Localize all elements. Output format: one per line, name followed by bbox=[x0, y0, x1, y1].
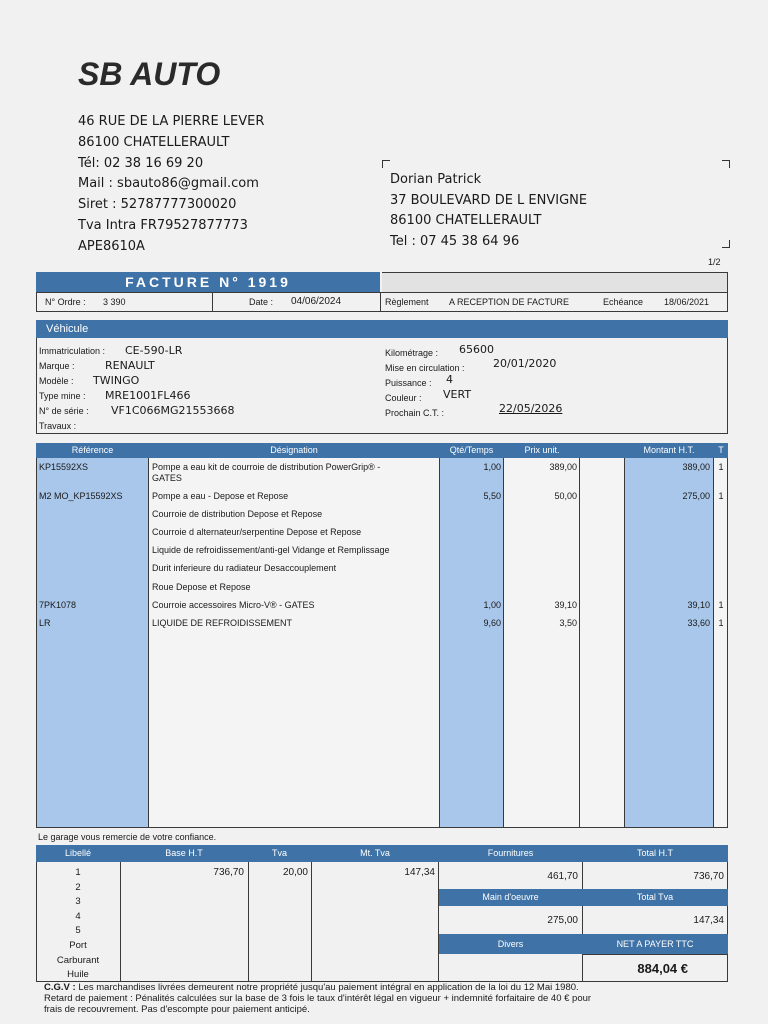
vat-line-label: 4 bbox=[75, 910, 81, 922]
order-number-label: N° Ordre : bbox=[45, 297, 86, 307]
table-row-designation: Courroie accessoires Micro-V® - GATES bbox=[152, 600, 315, 610]
vat-line-label: 5 bbox=[75, 925, 81, 937]
model-label: Modèle : bbox=[39, 376, 74, 386]
table-row-unit-price: 39,10 bbox=[554, 600, 577, 610]
misc-label: Divers bbox=[439, 934, 582, 954]
due-date: 18/06/2021 bbox=[664, 297, 710, 307]
table-row-tax-code: 1 bbox=[718, 491, 724, 501]
table-row-designation: Pompe a eau kit de courroie de distribution PowerGrip® - bbox=[152, 462, 381, 472]
table-row-amount: 275,00 bbox=[682, 491, 710, 501]
table-row-quantity: 9,60 bbox=[483, 618, 501, 628]
company-email: Mail : sbauto86@gmail.com bbox=[78, 176, 259, 192]
summary-header-base: Base H.T bbox=[120, 845, 248, 862]
mileage-label: Kilométrage : bbox=[385, 348, 439, 358]
table-row-tax-code: 1 bbox=[718, 600, 724, 610]
payment-terms: A RECEPTION DE FACTURE bbox=[449, 297, 570, 307]
base-ht-value: 736,70 bbox=[213, 867, 244, 878]
vat-labels-list bbox=[36, 866, 120, 983]
table-row-designation: Durit inferieure du radiateur Desaccouplement bbox=[152, 563, 337, 573]
mileage-value: 65600 bbox=[459, 343, 494, 356]
table-row-reference: LR bbox=[39, 618, 51, 628]
order-number-value: 3 390 bbox=[103, 297, 126, 307]
table-row-designation: Pompe a eau - Depose et Repose bbox=[152, 491, 289, 501]
power-label: Puissance : bbox=[385, 378, 432, 388]
column-header-quantity: Qté/Temps bbox=[439, 443, 504, 458]
thanks-message: Le garage vous remercie de votre confiance. bbox=[38, 832, 217, 842]
serial-number-label: N° de série : bbox=[39, 406, 89, 416]
table-row-tax-code: 1 bbox=[718, 618, 724, 628]
table-row-tax-code: 1 bbox=[718, 462, 724, 472]
table-row-designation: Roue Depose et Repose bbox=[152, 582, 251, 592]
table-row-designation: Liquide de refroidissement/anti-gel Vidange et Remplissage bbox=[152, 545, 390, 555]
company-vat-number: Tva Intra FR79527877773 bbox=[78, 217, 248, 233]
due-date-label: Echéance bbox=[603, 297, 644, 307]
divider bbox=[248, 862, 249, 982]
table-row-amount: 39,10 bbox=[687, 600, 710, 610]
column-header-reference: Référence bbox=[36, 443, 149, 458]
terms-line-3: frais de recouvrement. Pas d'escompte pour paiement anticipé. bbox=[44, 1004, 310, 1015]
terms-text-1: Les marchandises livrées demeurent notre propriété jusqu'au paiement intégral en application de la loi du 12 Mai 1980. bbox=[78, 982, 579, 993]
table-row-amount: 389,00 bbox=[682, 462, 710, 472]
reference-column bbox=[36, 458, 149, 828]
registration-date-label: Mise en circulation : bbox=[385, 363, 465, 373]
table-row-unit-price: 50,00 bbox=[554, 491, 577, 501]
vat-amount-value: 147,34 bbox=[404, 867, 435, 878]
table-row-quantity: 1,00 bbox=[483, 462, 501, 472]
next-inspection-label: Prochain C.T. : bbox=[385, 408, 445, 418]
client-phone: Tel : 07 45 38 64 96 bbox=[390, 233, 520, 249]
brand-label: Marque : bbox=[39, 361, 75, 371]
address-corner-mark bbox=[722, 160, 730, 168]
vat-rate-value: 20,00 bbox=[282, 867, 308, 878]
net-to-pay-value: 884,04 € bbox=[637, 961, 688, 976]
model-value: TWINGO bbox=[93, 374, 140, 387]
table-row-designation: Courroie de distribution Depose et Repose bbox=[152, 509, 323, 519]
address-corner-mark bbox=[382, 160, 390, 168]
summary-header-label: Libellé bbox=[36, 845, 120, 862]
table-row-reference: M2 MO_KP15592XS bbox=[39, 491, 123, 501]
vehicle-info-box bbox=[36, 338, 728, 434]
registration-value: CE-590-LR bbox=[125, 344, 183, 357]
company-address-block bbox=[78, 112, 264, 258]
client-address-line-2: 86100 CHATELLERAULT bbox=[390, 213, 542, 228]
date-label: Date : bbox=[249, 297, 274, 307]
column-header-unit-price: Prix unit. bbox=[504, 443, 580, 458]
table-row-designation: LIQUIDE DE REFROIDISSEMENT bbox=[152, 618, 293, 628]
oil-label: Huile bbox=[67, 969, 89, 981]
supplies-value: 461,70 bbox=[547, 871, 578, 882]
terms-line-1 bbox=[44, 982, 734, 993]
company-address-line-2: 86100 CHATELLERAULT bbox=[78, 134, 230, 150]
company-ape: APE8610A bbox=[78, 238, 145, 254]
table-row-designation-continued: GATES bbox=[152, 473, 182, 483]
invoice-info-row bbox=[36, 292, 728, 312]
client-address-line-1: 37 BOULEVARD DE L ENVIGNE bbox=[390, 192, 588, 208]
table-row-reference: KP15592XS bbox=[39, 462, 89, 472]
company-siret: Siret : 52787777300020 bbox=[78, 197, 237, 213]
total-vat-value: 147,34 bbox=[693, 915, 724, 926]
invoice-title: FACTURE N° 1919 bbox=[36, 272, 380, 292]
company-phone: Tél: 02 38 16 69 20 bbox=[78, 155, 204, 171]
column-header-designation: Désignation bbox=[149, 443, 439, 458]
quantity-column bbox=[439, 458, 504, 828]
table-row-amount: 33,60 bbox=[687, 618, 710, 628]
divider bbox=[380, 293, 381, 311]
terms-and-conditions bbox=[44, 982, 734, 1015]
client-address-block bbox=[390, 170, 587, 252]
blank-column bbox=[580, 458, 624, 828]
amount-column bbox=[624, 458, 714, 828]
divider bbox=[311, 862, 312, 982]
total-ht-value: 736,70 bbox=[693, 871, 724, 882]
color-label: Couleur : bbox=[385, 393, 422, 403]
address-corner-mark bbox=[722, 240, 730, 248]
payment-label: Règlement bbox=[385, 297, 429, 307]
net-to-pay-label: NET A PAYER TTC bbox=[582, 934, 728, 954]
column-header-tax-code: T bbox=[714, 443, 728, 458]
vat-line-label: 1 bbox=[75, 867, 81, 878]
labour-label: Main d'oeuvre bbox=[439, 889, 582, 906]
power-value: 4 bbox=[446, 373, 453, 386]
terms-label: C.G.V : bbox=[44, 982, 76, 993]
column-header-amount: Montant H.T. bbox=[624, 443, 714, 458]
fuel-label: Carburant bbox=[56, 954, 100, 966]
table-row-quantity: 1,00 bbox=[483, 600, 501, 610]
port-label: Port bbox=[69, 939, 87, 951]
summary-header-vat-rate: Tva bbox=[248, 845, 311, 862]
invoice-date: 04/06/2024 bbox=[291, 296, 342, 307]
works-label: Travaux : bbox=[39, 421, 77, 431]
unit-price-column bbox=[504, 458, 580, 828]
page-number: 1/2 bbox=[708, 257, 721, 267]
client-name: Dorian Patrick bbox=[390, 172, 482, 187]
table-row-reference: 7PK1078 bbox=[39, 600, 77, 610]
redacted-area bbox=[382, 272, 728, 292]
type-mine-label: Type mine : bbox=[39, 391, 86, 401]
total-vat-label: Total Tva bbox=[582, 889, 728, 906]
table-row-quantity: 5,50 bbox=[483, 491, 501, 501]
registration-label: Immatriculation : bbox=[39, 346, 106, 356]
column-header-blank bbox=[580, 443, 624, 458]
serial-number-value: VF1C066MG21553668 bbox=[111, 404, 235, 417]
table-row-designation: Courroie d alternateur/serpentine Depose et Repose bbox=[152, 527, 362, 537]
vehicle-section-title: Véhicule bbox=[36, 320, 728, 338]
table-row-unit-price: 389,00 bbox=[549, 462, 577, 472]
vat-line-label: 3 bbox=[75, 896, 81, 908]
summary-header-total-ht: Total H.T bbox=[582, 845, 728, 862]
terms-line-2: Retard de paiement : Pénalités calculées sur la base de 3 fois le taux d'intérêt légal en vigueur + indemnité forfaitaire de 40 € pour bbox=[44, 993, 592, 1004]
vat-line-label: 2 bbox=[75, 881, 81, 893]
summary-header-supplies: Fournitures bbox=[439, 845, 582, 862]
divider bbox=[212, 293, 213, 311]
summary-header-vat-amount: Mt. Tva bbox=[311, 845, 439, 862]
table-row-unit-price: 3,50 bbox=[559, 618, 577, 628]
color-value: VERT bbox=[443, 388, 472, 401]
tax-code-column bbox=[714, 458, 728, 828]
registration-date-value: 20/01/2020 bbox=[493, 357, 557, 370]
company-name: SB AUTO bbox=[78, 56, 221, 92]
type-mine-value: MRE1001FL466 bbox=[105, 389, 191, 402]
next-inspection-value: 22/05/2026 bbox=[499, 402, 563, 415]
company-address-line-1: 46 RUE DE LA PIERRE LEVER bbox=[78, 114, 265, 129]
brand-value: RENAULT bbox=[105, 359, 155, 372]
labour-value: 275,00 bbox=[547, 915, 578, 926]
divider bbox=[120, 862, 121, 982]
